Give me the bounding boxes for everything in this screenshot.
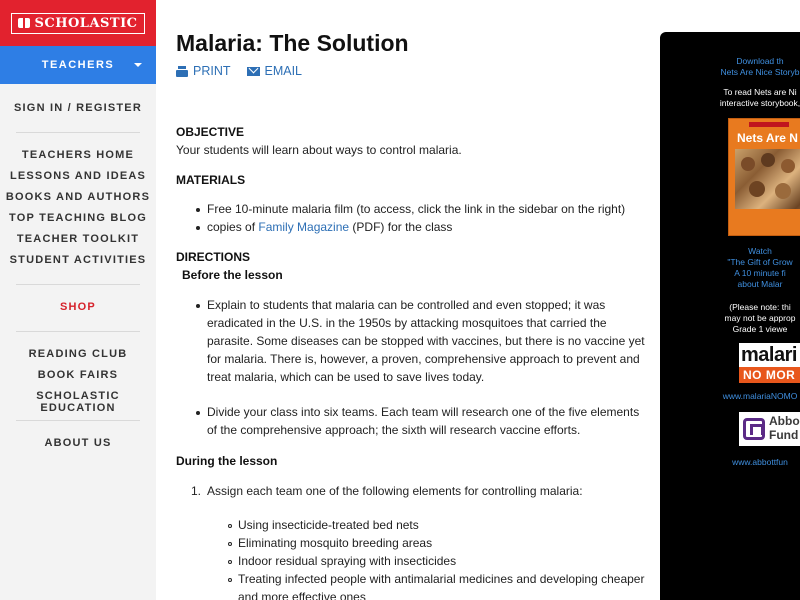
malaria-no-more-word: malari — [741, 344, 797, 366]
before-item-1-line: eradicated in the U.S. in the 1950s by attacking mosquitoes that carried the — [207, 316, 607, 330]
before-lesson-heading: Before the lesson — [182, 268, 283, 282]
email-button[interactable] — [247, 64, 303, 78]
before-item-2-line: Divide your class into six teams. Each team will research one of the five elements — [207, 405, 640, 419]
book-cover-title: Nets Are N — [737, 131, 798, 145]
scholastic-logo — [749, 122, 789, 127]
article-tools — [176, 64, 302, 78]
watch-film-link[interactable]: about Malar — [737, 279, 783, 289]
print-label: PRINT — [193, 64, 231, 78]
watch-film-link[interactable]: "The Gift of Grow — [727, 257, 793, 267]
children-photo — [735, 149, 800, 209]
download-storybook-link[interactable]: Nets Are Nice Storyb — [720, 67, 800, 77]
watch-film-link[interactable]: Watch — [748, 246, 772, 256]
email-label: EMAIL — [264, 64, 303, 78]
abbott-fund-url[interactable]: www.abbottfun — [732, 457, 788, 467]
materials-heading: MATERIALS — [176, 173, 246, 187]
nav-scholastic-education[interactable]: SCHOLASTIC EDUCATION — [36, 390, 120, 414]
download-storybook-link[interactable]: Download th — [736, 56, 784, 66]
malaria-no-more-bar — [739, 367, 800, 383]
divider — [16, 132, 140, 133]
teachers-dropdown[interactable] — [0, 46, 156, 84]
abbott-word: Abbo — [769, 414, 800, 428]
before-item-1-line: Explain to students that malaria can be controlled and even stopped; it was — [207, 298, 606, 312]
nav-lessons-and-ideas[interactable]: LESSONS AND IDEAS — [9, 170, 147, 182]
page-title: Malaria: The Solution — [176, 30, 409, 56]
bullet — [228, 542, 232, 546]
bullet — [196, 304, 200, 308]
bullet — [228, 524, 232, 528]
divider — [16, 284, 140, 285]
materials-item-magazine — [207, 218, 452, 236]
nav-books-and-authors[interactable]: BOOKS AND AUTHORS — [5, 191, 151, 203]
scholastic-logo-bar[interactable] — [0, 0, 156, 46]
materials-text: copies of — [207, 220, 259, 234]
materials-item-film: Free 10-minute malaria film (to access, click the link in the sidebar on the right) — [207, 202, 626, 216]
envelope-icon — [247, 67, 260, 76]
family-magazine-link[interactable]: Family Magazine — [258, 220, 350, 234]
child-face — [775, 183, 791, 199]
element-item: and more effective ones — [238, 590, 366, 600]
before-item-1-line: parasite. Some diseases can be stopped with vaccines, but there is no vaccine yet — [207, 334, 645, 348]
film-note: (Please note: thi — [729, 302, 791, 312]
objective-text: Your students will learn about ways to control malaria. — [176, 143, 462, 157]
element-item: Eliminating mosquito breeding areas — [238, 536, 433, 550]
nets-are-nice-book-cover[interactable] — [728, 118, 800, 236]
nav-book-fairs[interactable]: BOOK FAIRS — [37, 369, 119, 381]
before-item-1-line: treat malaria, which can be used to save lives today. — [207, 370, 485, 384]
nav-top-teaching-blog[interactable]: TOP TEACHING BLOG — [9, 212, 147, 224]
chevron-down-icon — [134, 63, 142, 67]
open-book-icon — [18, 18, 30, 28]
nav-teacher-toolkit[interactable]: TEACHER TOOLKIT — [16, 233, 140, 245]
during-lesson-heading: During the lesson — [176, 454, 278, 468]
abbott-fund-text — [769, 414, 800, 442]
bullet — [228, 560, 232, 564]
during-item-1: Assign each team one of the following elements for controlling malaria: — [207, 484, 583, 498]
fund-word: Fund — [769, 428, 799, 442]
film-note: may not be approp — [724, 313, 796, 323]
sign-in-register-link[interactable]: SIGN IN / REGISTER — [14, 102, 142, 114]
list-number: 1. — [191, 484, 202, 498]
teachers-label: TEACHERS — [41, 59, 115, 71]
watch-film-link[interactable]: A 10 minute fi — [734, 268, 786, 278]
bullet — [196, 226, 200, 230]
left-sidebar — [0, 0, 156, 600]
logo-text: SCHOLASTIC — [34, 15, 138, 31]
abbott-logo-icon — [743, 418, 765, 440]
bullet — [196, 208, 200, 212]
materials-text: (PDF) for the class — [349, 220, 453, 234]
child-face — [781, 159, 795, 173]
read-storybook-text: To read Nets are Ni — [723, 87, 797, 97]
nav-reading-club[interactable]: READING CLUB — [28, 348, 128, 360]
child-face — [749, 181, 765, 197]
objective-heading: OBJECTIVE — [176, 125, 245, 139]
element-item: Using insecticide-treated bed nets — [238, 518, 419, 532]
nav-about-us[interactable]: ABOUT US — [44, 437, 112, 449]
print-button[interactable] — [176, 64, 231, 78]
element-item: Treating infected people with antimalarial medicines and developing cheaper — [238, 572, 645, 586]
film-note: Grade 1 viewe — [732, 324, 788, 334]
bullet — [196, 411, 200, 415]
nav-student-activities[interactable]: STUDENT ACTIVITIES — [9, 254, 147, 266]
malaria-no-more-logo[interactable] — [739, 343, 800, 383]
promo-sidebar — [660, 32, 800, 600]
printer-icon — [176, 66, 188, 77]
nav-teachers-home[interactable]: TEACHERS HOME — [21, 149, 135, 161]
read-storybook-text: interactive storybook, — [719, 98, 800, 108]
child-face — [741, 157, 755, 171]
abbott-fund-logo[interactable] — [739, 412, 800, 446]
divider — [16, 420, 140, 421]
scholastic-logo[interactable] — [11, 13, 144, 34]
child-face — [761, 153, 775, 167]
nav-shop[interactable]: SHOP — [60, 301, 96, 313]
directions-heading: DIRECTIONS — [176, 250, 251, 264]
before-item-1-line: for malaria. There is, however, a proven, comprehensive approach to prevent and — [207, 352, 640, 366]
malaria-no-more-bar-text: NO MOR — [743, 368, 796, 382]
malaria-no-more-url[interactable]: www.malariaNOMO — [722, 391, 798, 401]
bullet — [228, 578, 232, 582]
element-item: Indoor residual spraying with insecticides — [238, 554, 457, 568]
before-item-2-line: of the comprehensive approach; the sixth will research vaccine efforts. — [207, 423, 581, 437]
divider — [16, 331, 140, 332]
